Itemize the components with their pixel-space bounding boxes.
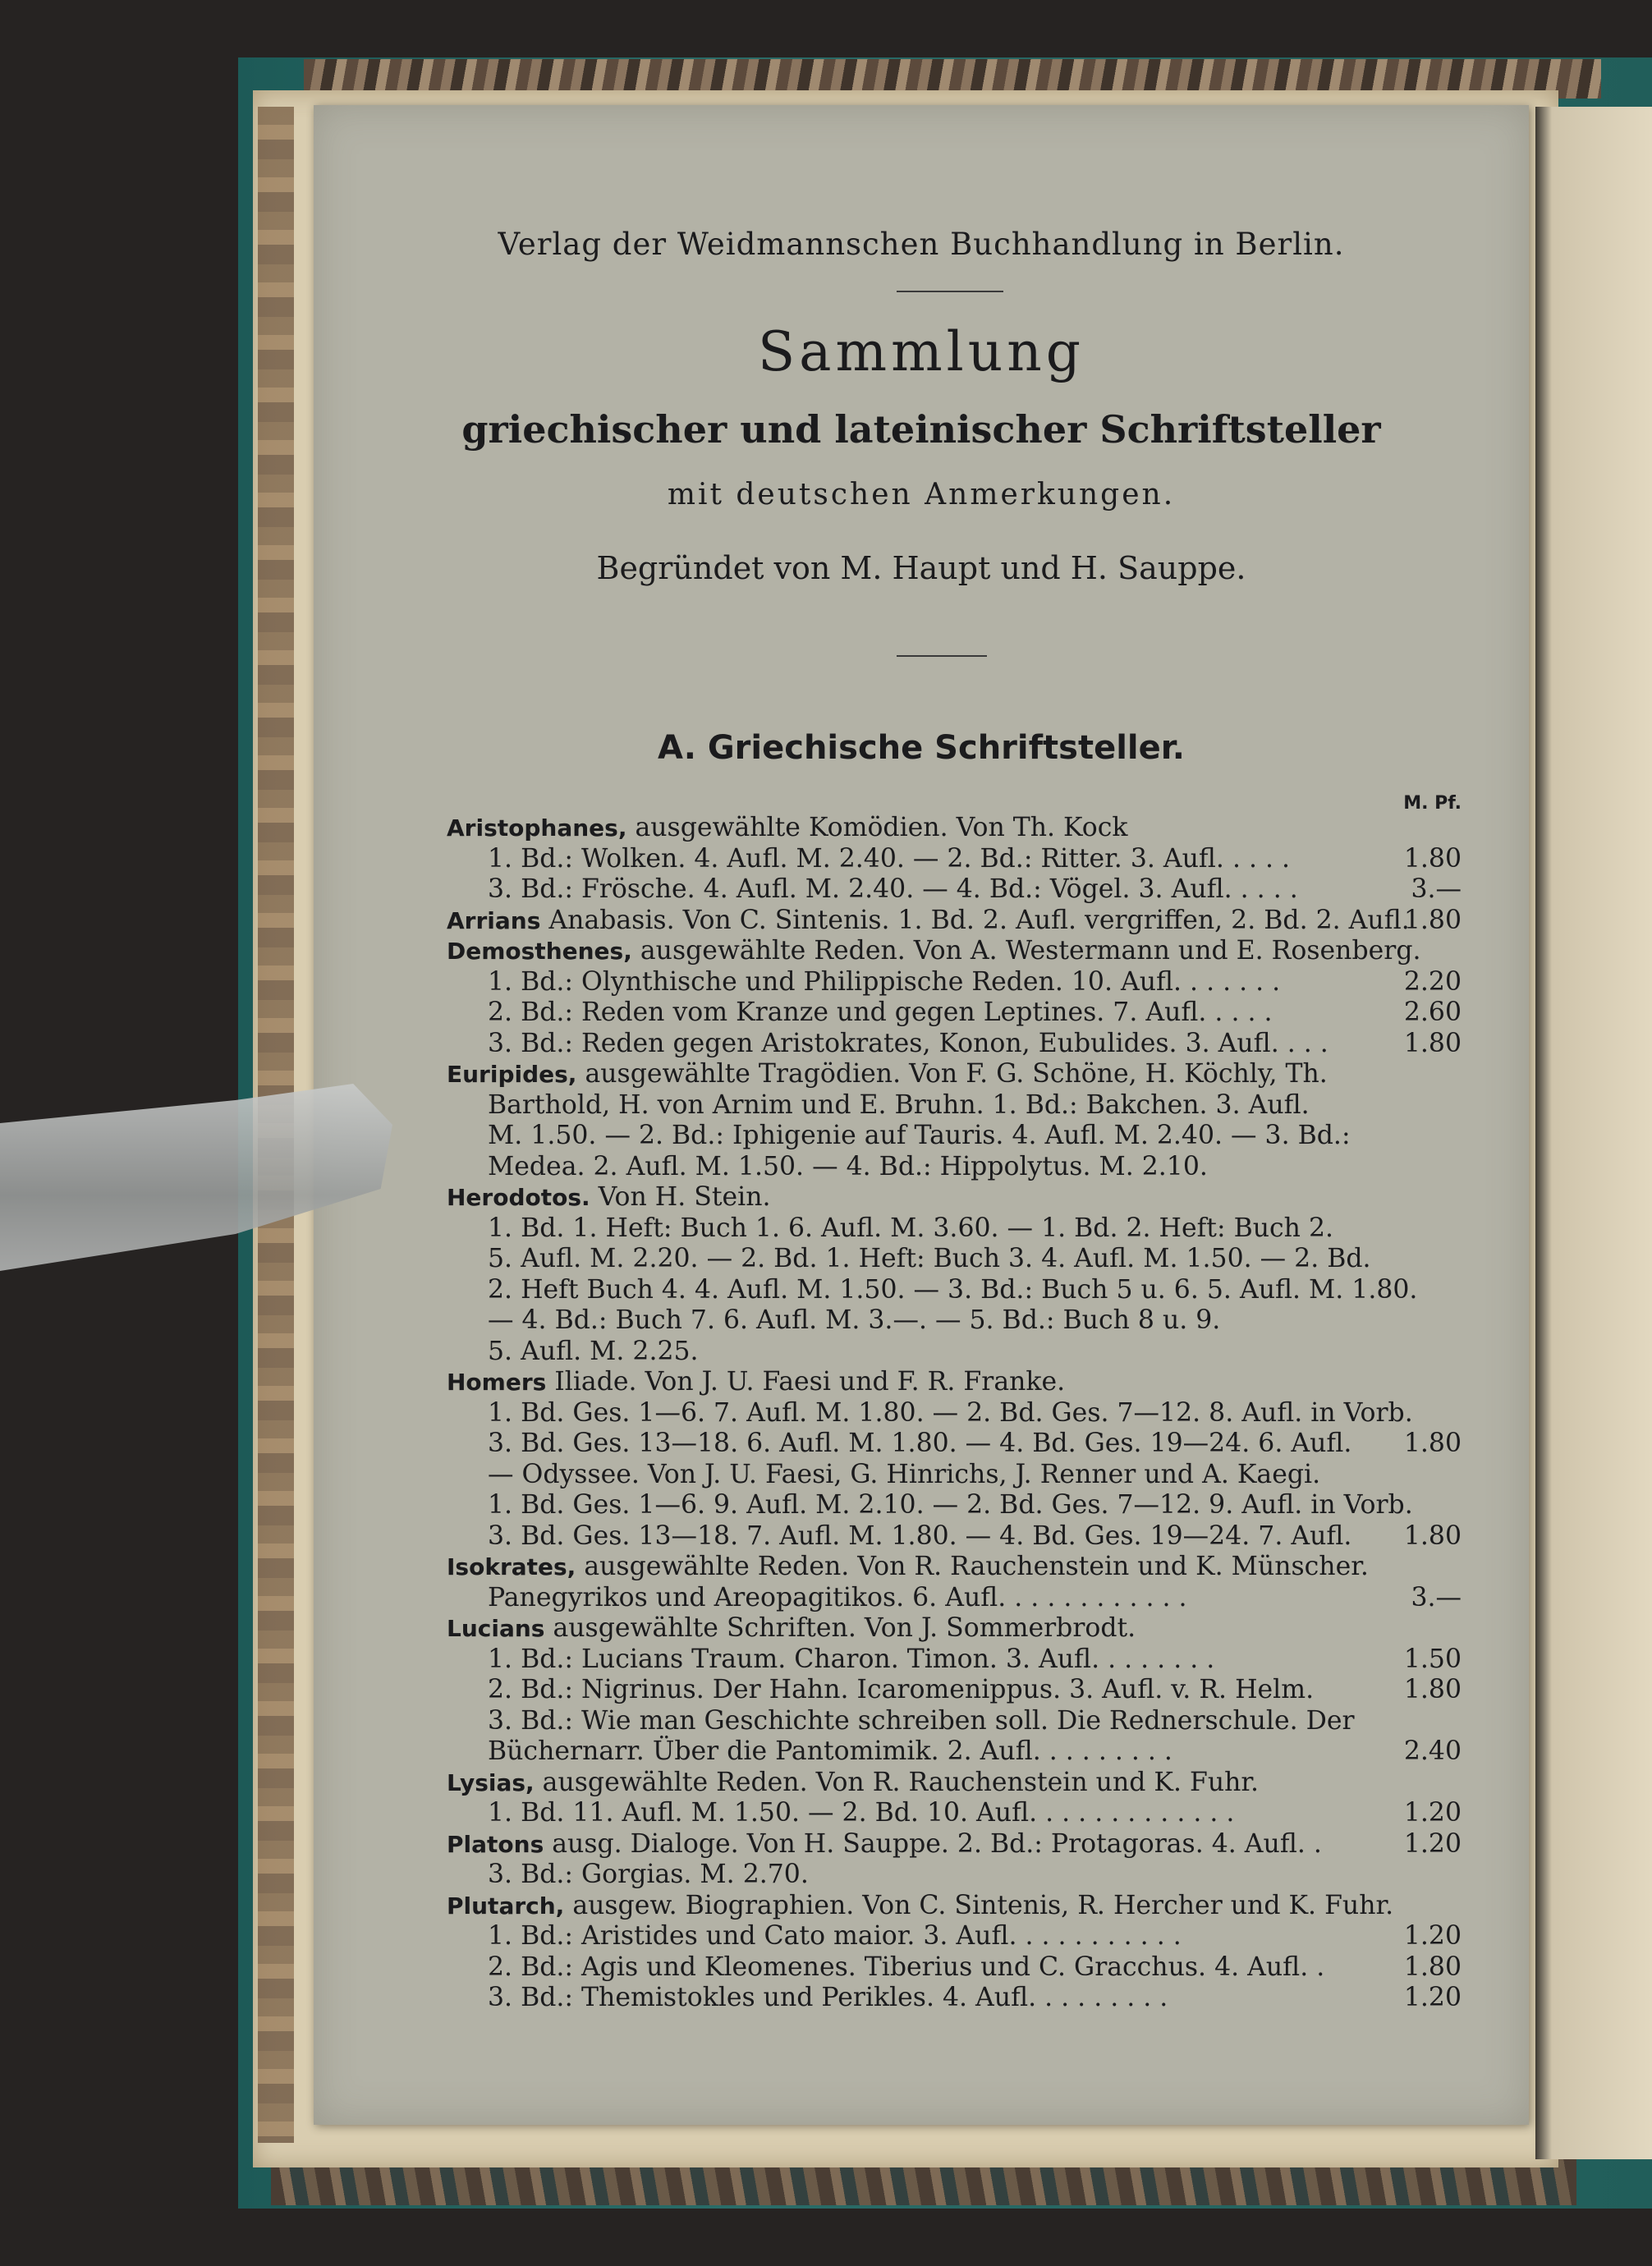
- entry-line: [314, 1829, 1529, 1860]
- entry-price: 1.20: [1403, 1798, 1462, 1828]
- entry-line: [314, 1367, 1529, 1398]
- entry-text: 3. Bd.: Gorgias. M. 2.70.: [488, 1860, 809, 1889]
- entry-line: [314, 967, 1529, 998]
- entry-line: [314, 936, 1529, 967]
- entry-text: Iliade. Von J. U. Faesi und F. R. Franke.: [546, 1367, 1066, 1397]
- catalog-entry: [314, 1829, 1529, 1891]
- entry-price: 1.20: [1403, 1983, 1462, 2012]
- entry-text: 5. Aufl. M. 2.20. — 2. Bd. 1. Heft: Buch 3. 4. Aufl. M. 1.50. — 2. Bd.: [488, 1244, 1371, 1273]
- collection-title: Sammlung: [757, 320, 1085, 383]
- entry-text: ausgew. Biographien. Von C. Sintenis, R. Hercher und K. Fuhr.: [564, 1890, 1394, 1920]
- entry-line: [314, 844, 1529, 875]
- entry-author: Platons: [447, 1830, 544, 1858]
- entry-line: [314, 1798, 1529, 1829]
- entry-text: 2. Heft Buch 4. 4. Aufl. M. 1.50. — 3. Bd.: Buch 5 u. 6. 5. Aufl. M. 1.80.: [488, 1274, 1418, 1305]
- entry-text: 1. Bd. 11. Aufl. M. 1.50. — 2. Bd. 10. Aufl. . . . . . . . . . . . .: [488, 1798, 1235, 1828]
- entry-line: [314, 1983, 1529, 2014]
- entry-line: [314, 1213, 1529, 1245]
- entry-text: 3. Bd. Ges. 13—18. 6. Aufl. M. 1.80. — 4. Bd. Ges. 19—24. 6. Aufl.: [488, 1429, 1352, 1458]
- entry-line: [314, 874, 1529, 906]
- entry-text: Büchernarr. Über die Pantomimik. 2. Aufl. . . . . . . . .: [488, 1736, 1172, 1766]
- catalog-entry: [314, 1182, 1529, 1367]
- entry-text: 1. Bd. Ges. 1—6. 9. Aufl. M. 2.10. — 2. Bd. Ges. 7—12. 9. Aufl. in Vorb.: [488, 1490, 1413, 1520]
- entry-text: 5. Aufl. M. 2.25.: [488, 1336, 699, 1366]
- entry-text: ausgewählte Tragödien. Von F. G. Schöne, H. Köchly, Th.: [576, 1059, 1328, 1089]
- entry-text: M. 1.50. — 2. Bd.: Iphigenie auf Tauris. 4. Aufl. M. 2.40. — 3. Bd.:: [488, 1121, 1351, 1150]
- entry-text: 3. Bd. Ges. 13—18. 7. Aufl. M. 1.80. — 4. Bd. Ges. 19—24. 7. Aufl.: [488, 1521, 1352, 1551]
- rule-top: [897, 291, 1003, 292]
- entry-text: Von H. Stein.: [590, 1182, 771, 1212]
- entry-price: 1.80: [1403, 1429, 1462, 1458]
- entry-text: 1. Bd.: Olynthische und Philippische Reden. 10. Aufl. . . . . . .: [488, 966, 1281, 997]
- entry-line: [314, 1429, 1529, 1460]
- entry-author: Aristophanes,: [447, 814, 627, 842]
- entry-text: Anabasis. Von C. Sintenis. 1. Bd. 2. Aufl. vergriffen, 2. Bd. 2. Aufl.: [540, 905, 1410, 935]
- entry-author: Herodotos.: [447, 1184, 590, 1211]
- entry-price: 1.80: [1403, 1028, 1462, 1058]
- entry-text: 3. Bd.: Reden gegen Aristokrates, Konon, Eubulides. 3. Aufl. . . .: [488, 1028, 1328, 1058]
- entry-line: [314, 1736, 1529, 1768]
- catalog-entry: [314, 906, 1529, 937]
- entry-price: 1.20: [1403, 1828, 1462, 1859]
- entry-line: [314, 906, 1529, 937]
- catalog-entry: [314, 1768, 1529, 1829]
- entry-line: [314, 1090, 1529, 1122]
- catalog-entry: [314, 1367, 1529, 1552]
- entry-line: [314, 1583, 1529, 1614]
- entry-text: 1. Bd. Ges. 1—6. 7. Aufl. M. 1.80. — 2. Bd. Ges. 7—12. 8. Aufl. in Vorb.: [488, 1397, 1413, 1428]
- entry-line: [314, 1182, 1529, 1213]
- entry-price: 1.80: [1403, 905, 1462, 935]
- entry-author: Arrians: [447, 906, 541, 934]
- entry-price: 3.—: [1411, 1582, 1462, 1612]
- entry-line: [314, 1613, 1529, 1644]
- entry-price: 2.40: [1403, 1736, 1462, 1766]
- entry-line: [314, 998, 1529, 1029]
- entry-line: [314, 1706, 1529, 1737]
- entry-line: [314, 1860, 1529, 1891]
- entry-text: — Odyssee. Von J. U. Faesi, G. Hinrichs, J. Renner und A. Kaegi.: [488, 1459, 1321, 1489]
- entry-author: Lucians: [447, 1615, 545, 1642]
- entry-price: 2.20: [1403, 966, 1462, 997]
- entry-text: Barthold, H. von Arnim und E. Bruhn. 1. Bd.: Bakchen. 3. Aufl.: [488, 1089, 1310, 1120]
- entry-price: 1.80: [1403, 1521, 1462, 1551]
- catalog-entry: [314, 813, 1529, 906]
- entry-text: ausgewählte Reden. Von A. Westermann und E. Rosenberg.: [631, 936, 1421, 966]
- entry-text: 3. Bd.: Themistokles und Perikles. 4. Aufl. . . . . . . . .: [488, 1983, 1168, 2012]
- entry-text: 1. Bd.: Wolken. 4. Aufl. M. 2.40. — 2. Bd.: Ritter. 3. Aufl. . . . .: [488, 843, 1291, 874]
- entry-line: [314, 1644, 1529, 1676]
- entry-text: 1. Bd.: Lucians Traum. Charon. Timon. 3. Aufl. . . . . . . .: [488, 1644, 1215, 1674]
- entry-line: [314, 1305, 1529, 1337]
- currency-header: M. Pf.: [1403, 793, 1462, 814]
- entry-line: [314, 1521, 1529, 1553]
- collection-subtitle-2: mit deutschen Anmerkungen.: [667, 478, 1176, 511]
- collection-subtitle: griechischer und lateinischer Schriftsteller: [461, 407, 1381, 452]
- entry-text: 2. Bd.: Agis und Kleomenes. Tiberius und C. Gracchus. 4. Aufl. .: [488, 1952, 1325, 1982]
- entry-line: [314, 1337, 1529, 1368]
- section-heading: A. Griechische Schriftsteller.: [658, 729, 1185, 767]
- entry-line: [314, 1490, 1529, 1521]
- entry-author: Plutarch,: [447, 1892, 565, 1920]
- rule-middle: [897, 655, 987, 657]
- entry-text: 2. Bd.: Reden vom Kranze und gegen Leptines. 7. Aufl. . . . .: [488, 998, 1273, 1027]
- entry-text: ausgewählte Schriften. Von J. Sommerbrodt.: [544, 1613, 1136, 1643]
- entry-line: [314, 1552, 1529, 1583]
- entry-author: Euripides,: [447, 1061, 577, 1088]
- entry-price: 1.80: [1403, 843, 1462, 874]
- entry-text: 3. Bd.: Frösche. 4. Aufl. M. 2.40. — 4. Bd.: Vögel. 3. Aufl. . . . .: [488, 874, 1298, 904]
- catalog-entry: [314, 1891, 1529, 2014]
- prospectus-page: [314, 105, 1529, 2125]
- entry-text: ausgewählte Reden. Von R. Rauchenstein und K. Fuhr.: [534, 1767, 1260, 1797]
- entry-line: [314, 1275, 1529, 1306]
- entry-line: [314, 1398, 1529, 1429]
- entry-line: [314, 1460, 1529, 1491]
- entry-text: ausg. Dialoge. Von H. Sauppe. 2. Bd.: Protagoras. 4. Aufl. .: [544, 1828, 1322, 1859]
- entry-price: 3.—: [1411, 874, 1462, 904]
- entry-price: 2.60: [1403, 998, 1462, 1027]
- founders-line: Begründet von M. Haupt und H. Sauppe.: [596, 550, 1246, 586]
- entry-text: ausgewählte Reden. Von R. Rauchenstein und K. Münscher.: [576, 1552, 1369, 1581]
- entry-line: [314, 1952, 1529, 1984]
- catalog-entries: [314, 813, 1529, 2014]
- entry-text: — 4. Bd.: Buch 7. 6. Aufl. M. 3.—. — 5. Bd.: Buch 8 u. 9.: [488, 1305, 1221, 1335]
- catalog-entry: [314, 1613, 1529, 1768]
- entry-line: [314, 1121, 1529, 1152]
- facing-page: [1535, 107, 1652, 2159]
- entry-price: 1.50: [1403, 1644, 1462, 1674]
- entry-line: [314, 1675, 1529, 1706]
- catalog-entry: [314, 936, 1529, 1059]
- entry-author: Isokrates,: [447, 1553, 576, 1580]
- entry-line: [314, 813, 1529, 844]
- entry-text: Medea. 2. Aufl. M. 1.50. — 4. Bd.: Hippolytus. M. 2.10.: [488, 1151, 1208, 1181]
- entry-text: 3. Bd.: Wie man Geschichte schreiben soll. Die Rednerschule. Der: [488, 1705, 1355, 1736]
- entry-price: 1.80: [1403, 1675, 1462, 1704]
- catalog-entry: [314, 1552, 1529, 1613]
- entry-author: Lysias,: [447, 1768, 535, 1796]
- entry-line: [314, 1921, 1529, 1952]
- entry-line: [314, 1244, 1529, 1275]
- entry-author: Demosthenes,: [447, 938, 632, 965]
- entry-text: 2. Bd.: Nigrinus. Der Hahn. Icaromenippus. 3. Aufl. v. R. Helm.: [488, 1675, 1315, 1704]
- entry-price: 1.20: [1403, 1921, 1462, 1951]
- entry-line: [314, 1891, 1529, 1922]
- entry-line: [314, 1059, 1529, 1090]
- entry-line: [314, 1768, 1529, 1799]
- entry-line: [314, 1152, 1529, 1183]
- entry-line: [314, 1029, 1529, 1060]
- catalog-entry: [314, 1059, 1529, 1182]
- entry-text: ausgewählte Komödien. Von Th. Kock: [626, 813, 1128, 842]
- entry-text: Panegyrikos und Areopagitikos. 6. Aufl. . . . . . . . . . . .: [488, 1582, 1187, 1612]
- entry-author: Homers: [447, 1369, 547, 1396]
- entry-text: 1. Bd.: Aristides und Cato maior. 3. Aufl. . . . . . . . . . .: [488, 1921, 1182, 1951]
- publisher-line: Verlag der Weidmannschen Buchhandlung in Berlin.: [498, 227, 1345, 262]
- entry-price: 1.80: [1403, 1952, 1462, 1982]
- entry-text: 1. Bd. 1. Heft: Buch 1. 6. Aufl. M. 3.60. — 1. Bd. 2. Heft: Buch 2.: [488, 1213, 1334, 1243]
